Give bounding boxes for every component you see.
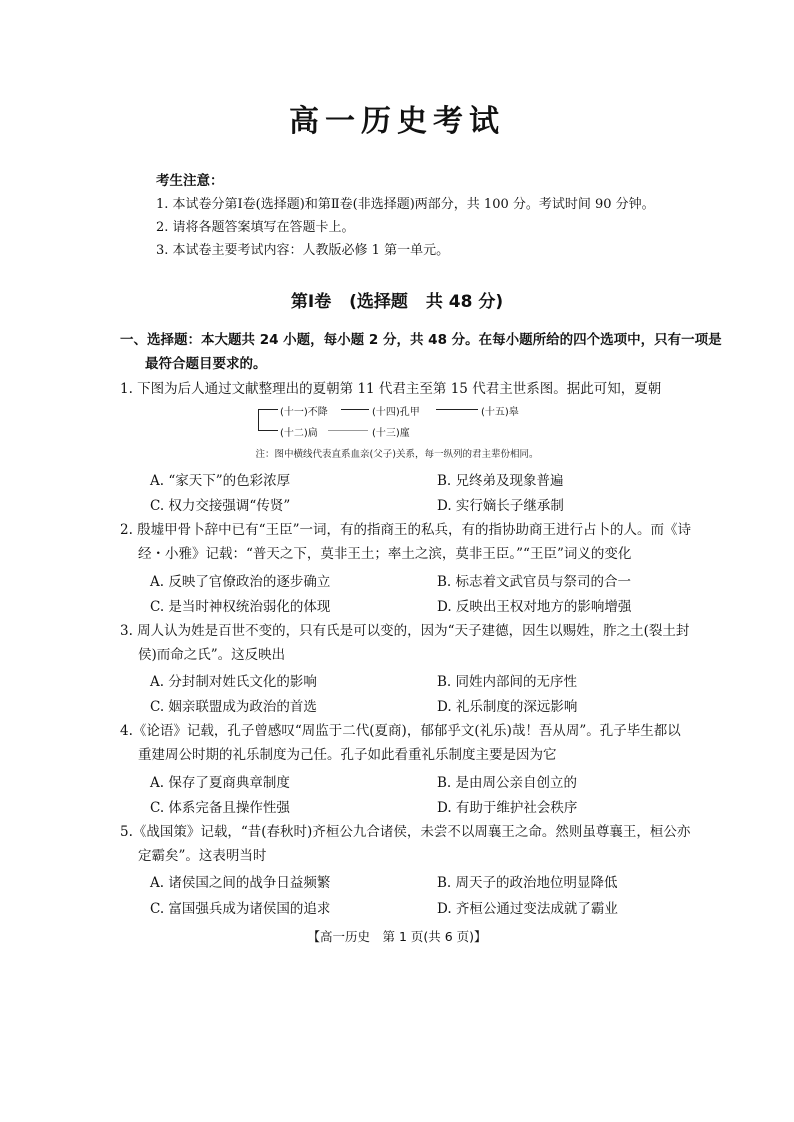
question-stem-line: 3. 周人认为姓是百世不变的，只有氏是可以变的，因为“天子建德，因生以赐姓，胙之土(裂土封 <box>120 623 690 639</box>
diagram-note: 注：图中横线代表直系血亲(父子)关系，每一纵列的君主辈份相同。 <box>255 449 539 460</box>
notice-line-1: 1. 本试卷分第Ⅰ卷(选择题)和第Ⅱ卷(非选择题)两部分，共 100 分。考试时间 90 分钟。 <box>156 197 655 212</box>
tree-branch-line <box>258 430 278 431</box>
question-2-option-c: C. 是当时神权统治弱化的体现 <box>150 599 331 615</box>
question-3-option-b: B. 同姓内部间的无序性 <box>437 674 578 690</box>
question-4-option-c: C. 体系完备且操作性强 <box>150 800 290 816</box>
question-1-option-d: D. 实行嫡长子继承制 <box>437 498 564 514</box>
question-stem-line: 4.《论语》记载，孔子曾感叹“周监于二代(夏商)，郁郁乎文(礼乐)哉！吾从周”。孔子毕生都以 <box>120 723 681 739</box>
notice-line-2: 2. 请将各题答案填写在答题卡上。 <box>156 220 355 235</box>
node-11: (十一)不降 <box>280 407 328 418</box>
candidate-notice <box>156 170 756 262</box>
notice-heading: 考生注意： <box>156 173 224 189</box>
section-part: 第Ⅰ卷 <box>290 292 332 312</box>
question-3-option-c: C. 姻亲联盟成为政治的首选 <box>150 699 317 715</box>
question-5-stem <box>120 820 700 868</box>
question-3-option-a: A. 分封制对姓氏文化的影响 <box>150 674 317 690</box>
page-footer: 【高一历史 第 1 页(共 6 页)】 <box>307 929 487 944</box>
question-5-option-a: A. 诸侯国之间的战争日益频繁 <box>150 875 331 891</box>
question-1-option-b: B. 兄终弟及现象普遍 <box>437 473 564 489</box>
instructions-line-2: 最符合题目要求的。 <box>145 356 267 372</box>
question-4-option-b: B. 是由周公亲自创立的 <box>437 775 578 791</box>
question-5-option-d: D. 齐桓公通过变法成就了霸业 <box>437 901 618 917</box>
question-1-stem <box>120 377 700 401</box>
notice-line-3: 3. 本试卷主要考试内容：人教版必修 1 第一单元。 <box>156 243 450 258</box>
question-stem-line: 5.《战国策》记载，“昔(春秋时)齐桓公九合诸侯，未尝不以周襄王之命。然则虽尊襄王，桓公亦 <box>120 824 691 840</box>
question-4-option-d: D. 有助于维护社会秩序 <box>437 800 578 816</box>
node-15: (十五)皋 <box>481 407 519 418</box>
question-5-option-b: B. 周天子的政治地位明显降低 <box>437 875 618 891</box>
question-stem-line: 1. 下图为后人通过文献整理出的夏朝第 11 代君主至第 15 代君主世系图。据此可知，夏朝 <box>120 381 662 397</box>
tree-edge-14-15 <box>436 409 478 410</box>
question-stem-line: 侯)而命之氏”。这反映出 <box>138 647 286 663</box>
question-3-option-d: D. 礼乐制度的深远影响 <box>437 699 578 715</box>
node-14: (十四)孔甲 <box>372 407 420 418</box>
question-2-option-d: D. 反映出王权对地方的影响增强 <box>437 599 632 615</box>
question-2-stem <box>120 518 700 566</box>
question-stem-line: 经・小雅》记载：“普天之下，莫非王土；率土之滨，莫非王臣。”“王臣”词义的变化 <box>138 546 632 562</box>
tree-edge-12-13 <box>328 430 368 431</box>
question-2-option-a: A. 反映了官僚政治的逐步确立 <box>150 574 331 590</box>
exam-title: 高一历史考试 <box>289 104 505 139</box>
question-2-option-b: B. 标志着文武官员与祭司的合一 <box>437 574 632 590</box>
question-1-option-a: A. “家天下”的色彩浓厚 <box>150 473 291 489</box>
question-5-option-c: C. 富国强兵成为诸侯国的追求 <box>150 901 331 917</box>
tree-edge-11-14 <box>341 409 369 410</box>
section-score: 共 48 分) <box>425 292 504 312</box>
question-stem-line: 重建周公时期的礼乐制度为己任。孔子如此看重礼乐制度主要是因为它 <box>138 747 557 763</box>
node-13: (十三)廑 <box>372 428 410 439</box>
tree-branch-line <box>258 409 278 410</box>
lineage-diagram <box>258 400 598 440</box>
instructions-line-1: 一、选择题：本大题共 24 小题，每小题 2 分，共 48 分。在每小题所给的四个选项中，只有一项是 <box>120 332 722 348</box>
question-4-stem <box>120 719 700 767</box>
question-stem-line: 定霸矣”。这表明当时 <box>138 848 267 864</box>
section-name: (选择题 <box>349 292 408 312</box>
node-12: (十二)扃 <box>280 428 318 439</box>
question-3-stem <box>120 619 700 667</box>
tree-vertical-line <box>258 409 259 431</box>
section-heading <box>0 287 794 312</box>
question-1-option-c: C. 权力交接强调“传贤” <box>150 498 291 514</box>
question-stem-line: 2. 殷墟甲骨卜辞中已有“王臣”一词，有的指商王的私兵，有的指协助商王进行占卜的人。而《诗 <box>120 522 691 538</box>
section-instructions <box>120 328 722 376</box>
question-4-option-a: A. 保存了夏商典章制度 <box>150 775 290 791</box>
